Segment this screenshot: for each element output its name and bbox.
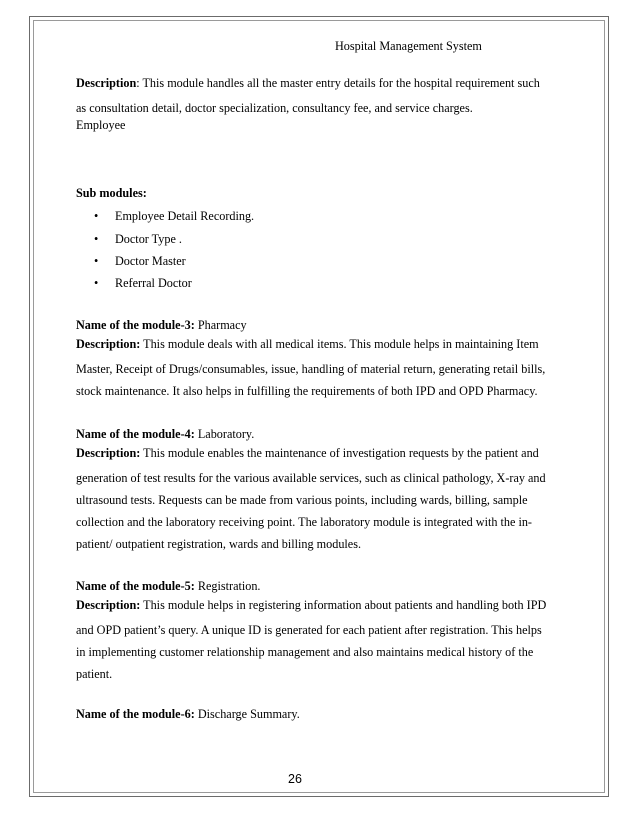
bullet-icon: • [94,209,99,223]
module5-desc-line-1: Description: This module helps in registering information about patients and handling both IPD [76,598,547,612]
bullet-icon: • [94,254,99,268]
bullet-icon: • [94,232,99,246]
page-number: 26 [288,772,302,786]
module3-title: Name of the module-3: Pharmacy [76,318,247,332]
module4-desc-line-1: Description: This module enables the maintenance of investigation requests by the patient and [76,446,539,460]
running-header: Hospital Management System [335,39,482,53]
intro-label: Description [76,76,137,90]
module5-desc-line-3: in implementing customer relationship management and also maintains medical history of the [76,645,534,659]
module6-title: Name of the module-6: Discharge Summary. [76,707,300,721]
module5-desc-line-4: patient. [76,667,113,681]
bullet-icon: • [94,276,99,290]
module3-desc-line-1: Description: This module deals with all medical items. This module helps in maintaining Item [76,337,539,351]
module4-title: Name of the module-4: Laboratory. [76,427,255,441]
module4-desc-line-4: collection and the laboratory receiving point. The laboratory module is integrated with the in- [76,515,532,529]
module4-desc-line-2: generation of test results for the various available services, such as clinical pathology, X-ray and [76,471,546,485]
module4-desc-line-5: patient/ outpatient registration, wards and billing modules. [76,537,361,551]
module3-desc-line-3: stock maintenance. It also helps in fulfilling the requirements of both IPD and OPD Pharmacy. [76,384,538,398]
module5-title: Name of the module-5: Registration. [76,579,261,593]
page-border-inner [33,20,605,793]
intro-line-3: Employee [76,118,126,132]
intro-line-1: Description: This module handles all the master entry details for the hospital requirement such [76,76,540,90]
module3-desc-line-2: Master, Receipt of Drugs/consumables, issue, handling of material return, generating retail bills, [76,362,546,376]
module5-desc-line-2: and OPD patient’s query. A unique ID is generated for each patient after registration. This helps [76,623,542,637]
submodules-heading: Sub modules: [76,186,147,200]
intro-line-2: as consultation detail, doctor specialization, consultancy fee, and service charges. [76,101,473,115]
module4-desc-line-3: ultrasound tests. Requests can be made from various points, including wards, billing, sample [76,493,528,507]
